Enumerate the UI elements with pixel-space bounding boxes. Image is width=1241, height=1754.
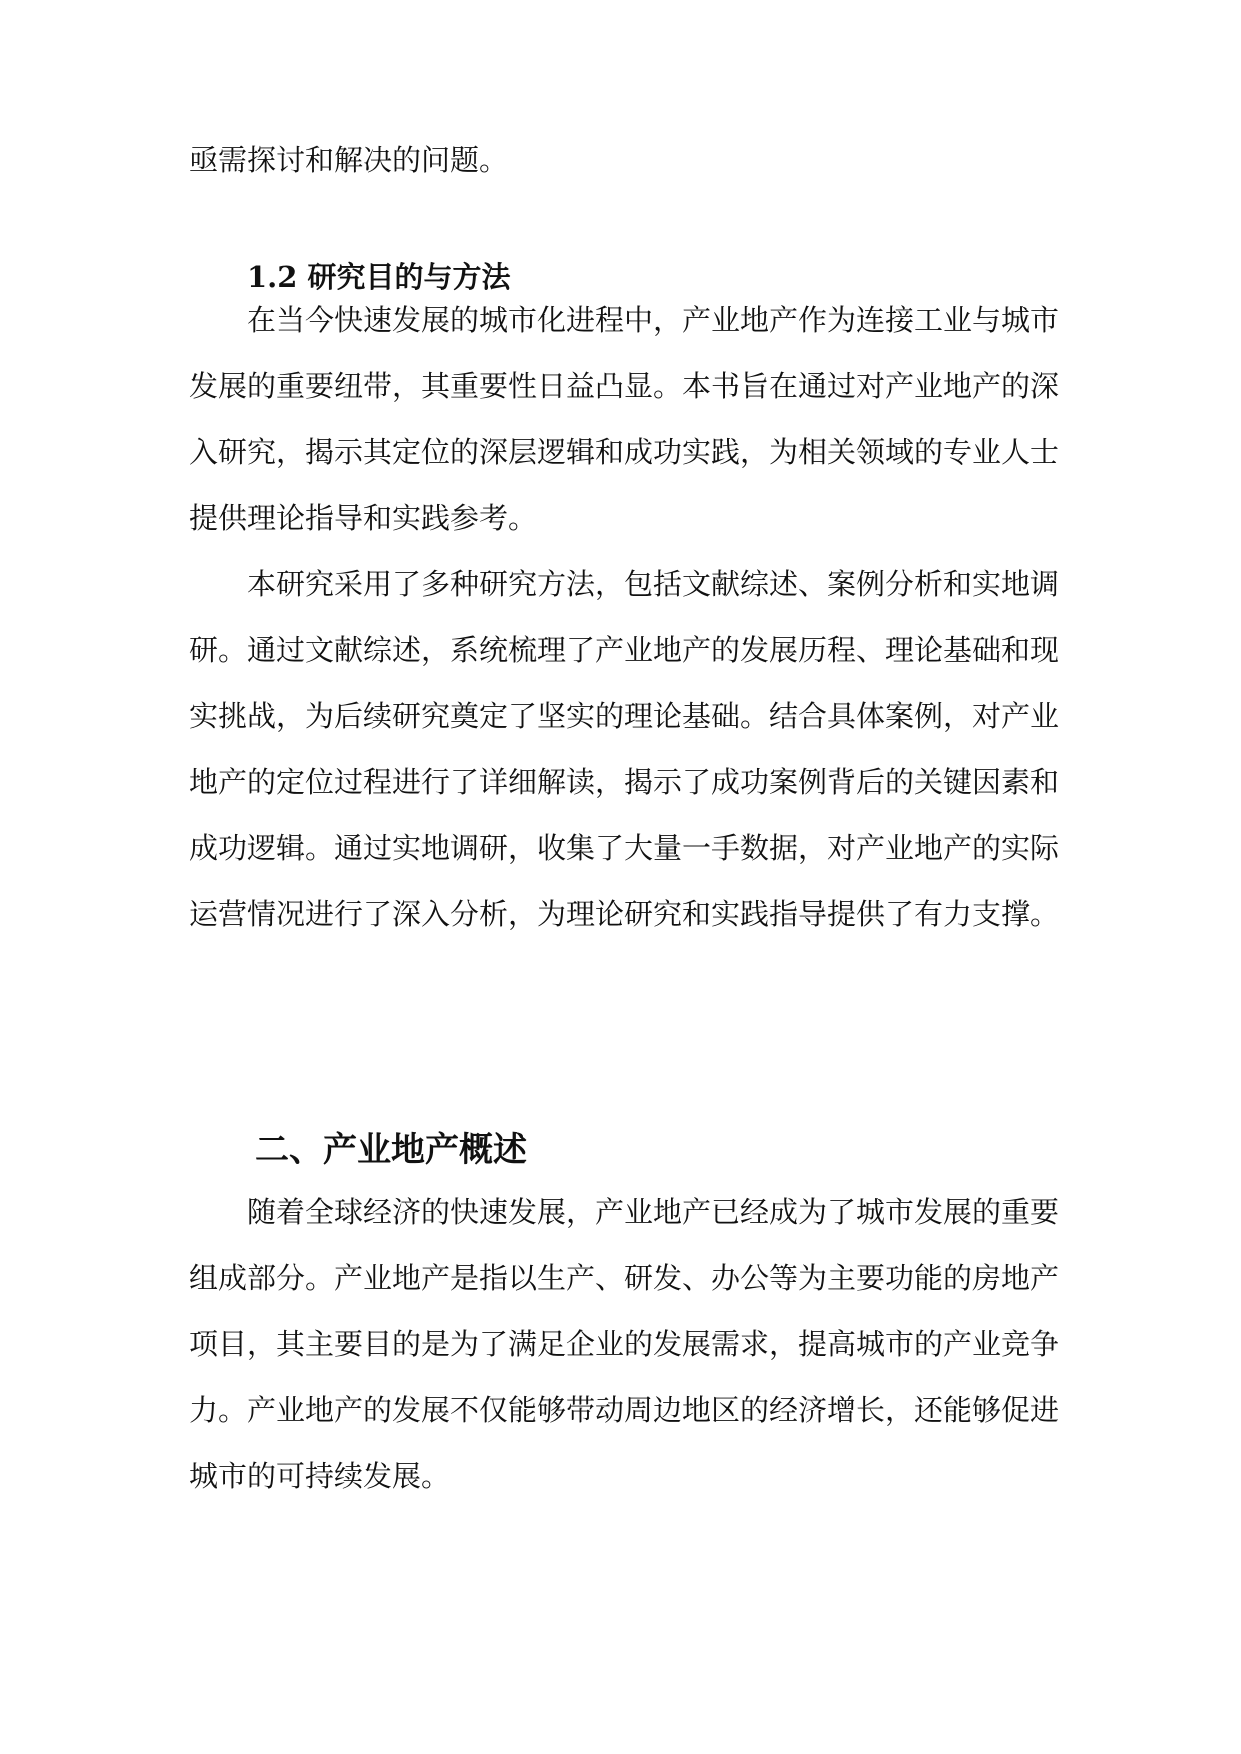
paragraph-line: 城市的可持续发展。 [189,1459,451,1493]
paragraph-line: 力。产业地产的发展不仅能够带动周边地区的经济增长，还能够促进 [189,1393,1060,1427]
paragraph-line: 运营情况进行了深入分析，为理论研究和实践指导提供了有力支撑。 [189,897,1060,931]
paragraph-line: 研。通过文献综述，系统梳理了产业地产的发展历程、理论基础和现 [189,633,1060,667]
section-heading-1-2: 1.2 研究目的与方法 [247,260,511,294]
paragraph-line: 实挑战，为后续研究奠定了坚实的理论基础。结合具体案例，对产业 [189,699,1060,733]
paragraph-line: 项目，其主要目的是为了满足企业的发展需求，提高城市的产业竞争 [189,1327,1060,1361]
paragraph-line: 亟需探讨和解决的问题。 [189,143,509,177]
paragraph-line: 本研究采用了多种研究方法，包括文献综述、案例分析和实地调 [247,567,1060,601]
paragraph-line: 发展的重要纽带，其重要性日益凸显。本书旨在通过对产业地产的深 [189,369,1060,403]
section-heading-2: 二、产业地产概述 [255,1130,527,1170]
paragraph-line: 组成部分。产业地产是指以生产、研发、办公等为主要功能的房地产 [189,1261,1060,1295]
paragraph-line: 成功逻辑。通过实地调研，收集了大量一手数据，对产业地产的实际 [189,831,1060,865]
paragraph-line: 随着全球经济的快速发展，产业地产已经成为了城市发展的重要 [247,1195,1060,1229]
paragraph-line: 在当今快速发展的城市化进程中，产业地产作为连接工业与城市 [247,303,1060,337]
paragraph-line: 地产的定位过程进行了详细解读，揭示了成功案例背后的关键因素和 [189,765,1060,799]
paragraph-line: 入研究，揭示其定位的深层逻辑和成功实践，为相关领域的专业人士 [189,435,1060,469]
paragraph-line: 提供理论指导和实践参考。 [189,501,538,535]
